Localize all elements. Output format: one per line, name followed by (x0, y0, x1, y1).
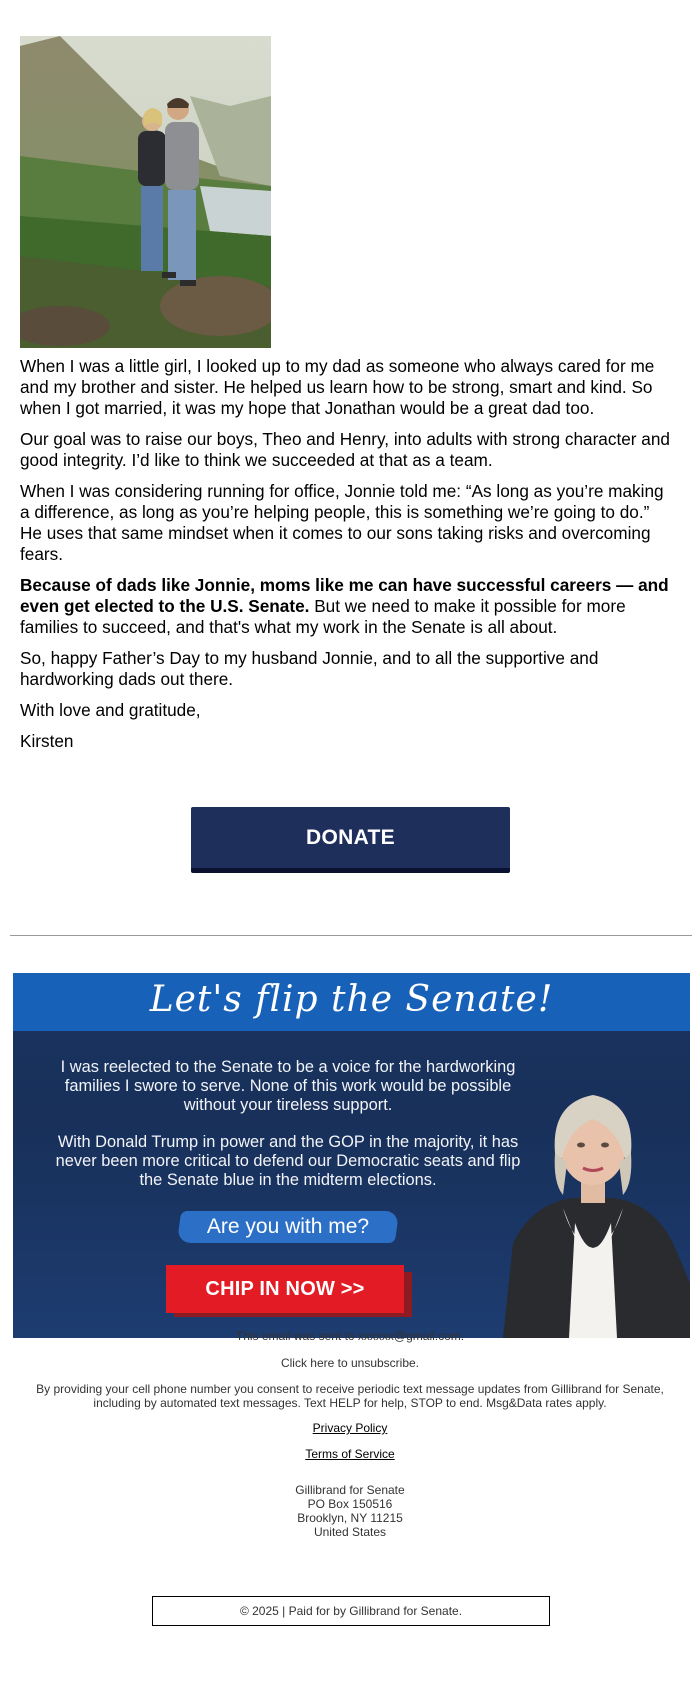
letter-text: But we need to make it possible for more families to succeed, and that's what my work in the Senate is all about. (20, 596, 626, 637)
flip-senate-banner[interactable] (13, 973, 690, 1338)
question-pill (177, 1211, 399, 1243)
letter-paragraph: So, happy Father’s Day to my husband Jonnie, and to all the supportive and hardworking dads out there. (20, 648, 599, 689)
chip-in-label[interactable]: CHIP IN NOW >> (166, 1265, 404, 1313)
divider (10, 935, 692, 936)
couple-photo (20, 36, 271, 348)
letter-paragraph: Our goal was to raise our boys, Theo and Henry, into adults with strong character and good integrity. I’d like to think we succeeded at that as a team. (20, 429, 670, 470)
address-line: United States (313, 1525, 387, 1539)
banner-paragraph: I was reelected to the Senate to be a voice for the hardworking families I swore to serve. None of this work would be possible without your tireless support. (60, 1058, 516, 1114)
mailing-address (20, 1483, 680, 1539)
banner-text (53, 1058, 523, 1208)
banner-paragraph: With Donald Trump in power and the GOP in the majority, it has never been more critical to defend our Democratic seats and flip the Senate blue in the midterm elections. (55, 1133, 521, 1189)
letter-body (20, 356, 675, 762)
address-line: Brooklyn, NY 11215 (297, 1511, 403, 1525)
banner-script-title: Let's flip the Senate! (149, 979, 554, 1020)
letter-signature: Kirsten (20, 731, 74, 751)
paid-for-notice: © 2025 | Paid for by Gillibrand for Senate. (152, 1596, 550, 1626)
sms-consent-notice: By providing your cell phone number you consent to receive periodic text message updates from Gillibrand for Senate, including by automated text messages. Text HELP for help, STOP to end. Msg&Data rates apply. (36, 1382, 664, 1410)
letter-paragraph: When I was a little girl, I looked up to my dad as someone who always cared for me and my brother and sister. He helped us learn how to be strong, smart and kind. So when I got married, it was my hope that Jonathan would be a great dad too. (20, 356, 655, 418)
unsubscribe-link[interactable]: Click here to unsubscribe. (280, 1356, 420, 1370)
address-line: PO Box 150516 (307, 1497, 393, 1511)
chip-in-button[interactable] (166, 1265, 412, 1317)
letter-paragraph: When I was considering running for office, Jonnie told me: “As long as you’re making a difference, as long as you’re helping people, this is something we’re going to do.” He uses that same mindset when it comes to our sons taking risks and overcoming fears. (20, 481, 664, 564)
privacy-link-row (20, 1421, 680, 1435)
terms-link-row (20, 1447, 680, 1461)
question-text: Are you with me? (206, 1215, 370, 1238)
sent-to-notice: This email was sent to xxxxxx@gmail.com. (235, 1329, 465, 1343)
donate-button[interactable]: DONATE (191, 807, 510, 873)
senator-portrait (493, 1083, 690, 1338)
letter-signoff: With love and gratitude, (20, 700, 201, 720)
letter-paragraph (20, 575, 675, 638)
banner-header (13, 973, 690, 1031)
address-line: Gillibrand for Senate (295, 1483, 405, 1497)
privacy-policy-link[interactable]: Privacy Policy (312, 1421, 388, 1435)
letter-bold-text: Because of dads like Jonnie, moms like me can have successful careers — and even get elected to the U.S. Senate. (20, 575, 669, 616)
terms-of-service-link[interactable]: Terms of Service (305, 1447, 395, 1461)
